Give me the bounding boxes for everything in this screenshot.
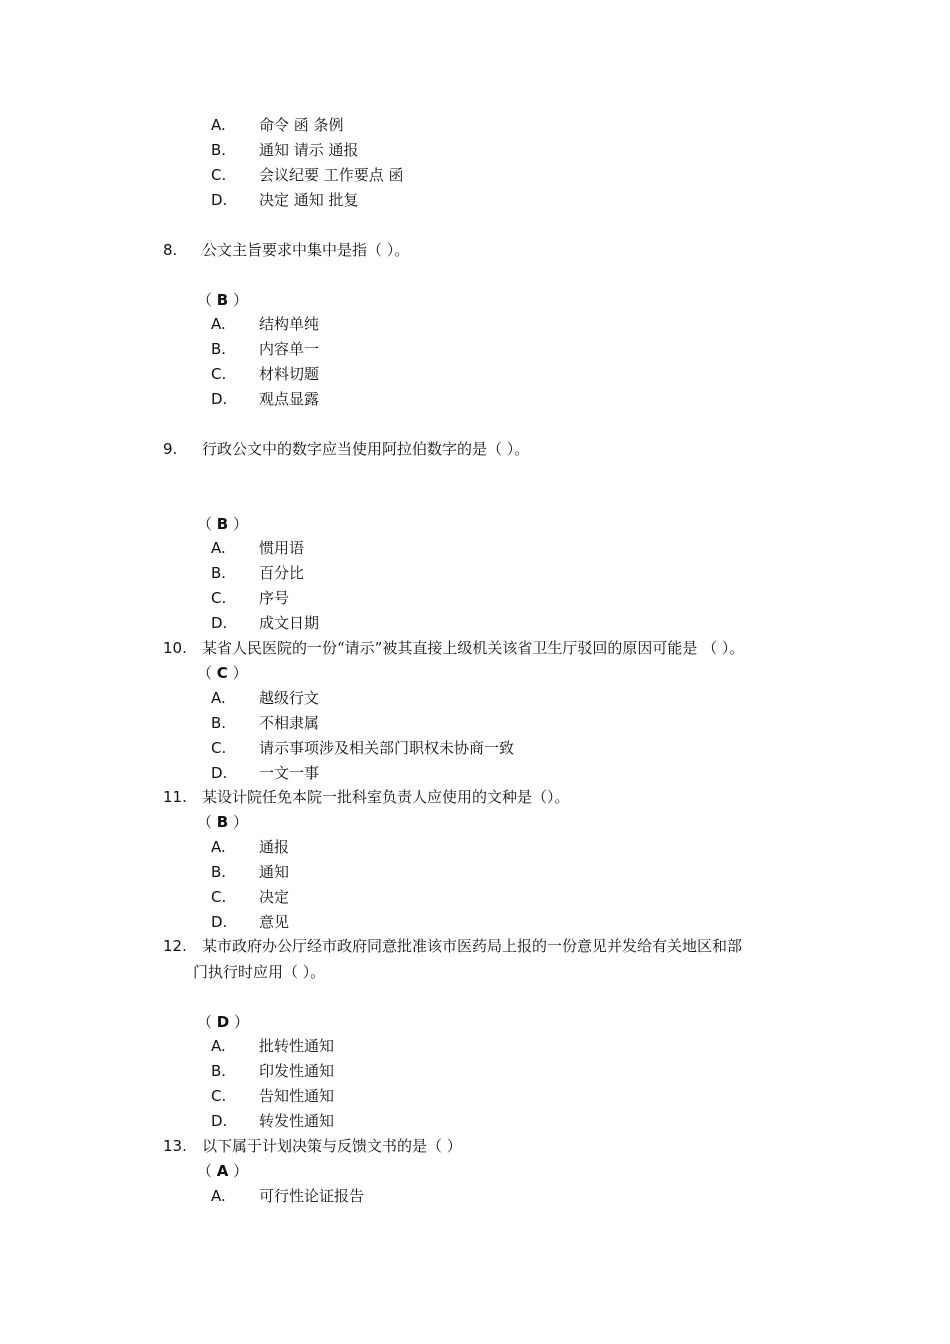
option-letter: A. [211, 116, 226, 134]
answer-letter: D [216, 1013, 230, 1031]
option-text: 成文日期 [259, 614, 320, 632]
option-letter: B. [211, 141, 227, 159]
option-text: 百分比 [259, 564, 305, 582]
answer-key: （ D ） [197, 1013, 250, 1031]
option-text: 观点显露 [259, 390, 320, 408]
answer-letter: A [216, 1162, 229, 1180]
option-letter: D. [211, 764, 228, 782]
question-text: 某设计院任免本院一批科室负责人应使用的文种是（）。 [202, 788, 570, 806]
question-text: 某省人民医院的一份“请示”被其直接上级机关该省卫生厅驳回的原因可能是 （ ）。 [202, 639, 745, 657]
option-text: 内容单一 [259, 340, 320, 358]
answer-key: （ B ） [197, 515, 248, 533]
option-letter: A. [211, 838, 226, 856]
question-text: 以下属于计划决策与反馈文书的是（ ） [202, 1137, 462, 1155]
question-number: 9. [163, 440, 178, 458]
option-text: 告知性通知 [259, 1087, 335, 1105]
option-letter: D. [211, 191, 228, 209]
option-text: 命令 函 条例 [259, 116, 344, 134]
answer-letter: B [216, 813, 229, 831]
option-text: 材料切题 [259, 365, 320, 383]
option-letter: C. [211, 888, 227, 906]
option-text: 会议纪要 工作要点 函 [259, 166, 404, 184]
answer-key: （ B ） [197, 813, 248, 831]
option-letter: A. [211, 1037, 226, 1055]
option-text: 决定 通知 批复 [259, 191, 359, 209]
option-letter: C. [211, 1087, 227, 1105]
option-letter: D. [211, 1112, 228, 1130]
option-text: 请示事项涉及相关部门职权未协商一致 [259, 739, 515, 757]
option-text: 可行性论证报告 [259, 1187, 365, 1205]
option-text: 通报 [259, 838, 290, 856]
option-letter: D. [211, 614, 228, 632]
answer-key: （ A ） [197, 1162, 249, 1180]
question-text: 门执行时应用（ ）。 [193, 963, 326, 981]
option-letter: B. [211, 1062, 227, 1080]
option-letter: C. [211, 166, 227, 184]
question-number: 12. [163, 937, 187, 955]
question-number: 11. [163, 788, 187, 806]
option-text: 惯用语 [259, 539, 305, 557]
question-number: 8. [163, 241, 178, 259]
option-text: 决定 [259, 888, 290, 906]
question-text: 行政公文中的数字应当使用阿拉伯数字的是（ ）。 [202, 440, 530, 458]
option-text: 批转性通知 [259, 1037, 335, 1055]
option-letter: A. [211, 1187, 226, 1205]
option-text: 通知 请示 通报 [259, 141, 359, 159]
option-letter: B. [211, 863, 227, 881]
option-letter: A. [211, 689, 226, 707]
option-letter: A. [211, 315, 226, 333]
option-text: 序号 [259, 589, 290, 607]
question-number: 13. [163, 1137, 187, 1155]
option-letter: A. [211, 539, 226, 557]
question-text: 某市政府办公厅经市政府同意批准该市医药局上报的一份意见并发给有关地区和部 [202, 937, 743, 955]
option-letter: B. [211, 564, 227, 582]
answer-letter: C [216, 664, 228, 682]
option-text: 不相隶属 [259, 714, 320, 732]
option-text: 越级行文 [259, 689, 320, 707]
option-letter: C. [211, 739, 227, 757]
option-text: 一文一事 [259, 764, 320, 782]
answer-key: （ B ） [197, 291, 248, 309]
option-text: 印发性通知 [259, 1062, 335, 1080]
option-letter: B. [211, 340, 227, 358]
option-letter: B. [211, 714, 227, 732]
answer-letter: B [216, 291, 229, 309]
answer-letter: B [216, 515, 229, 533]
option-text: 转发性通知 [259, 1112, 335, 1130]
option-letter: C. [211, 365, 227, 383]
answer-key: （ C ） [197, 664, 248, 682]
option-text: 意见 [259, 913, 290, 931]
option-text: 通知 [259, 863, 290, 881]
option-letter: D. [211, 390, 228, 408]
question-text: 公文主旨要求中集中是指（ ）。 [202, 241, 410, 259]
question-number: 10. [163, 639, 187, 657]
option-letter: C. [211, 589, 227, 607]
option-text: 结构单纯 [259, 315, 320, 333]
option-letter: D. [211, 913, 228, 931]
